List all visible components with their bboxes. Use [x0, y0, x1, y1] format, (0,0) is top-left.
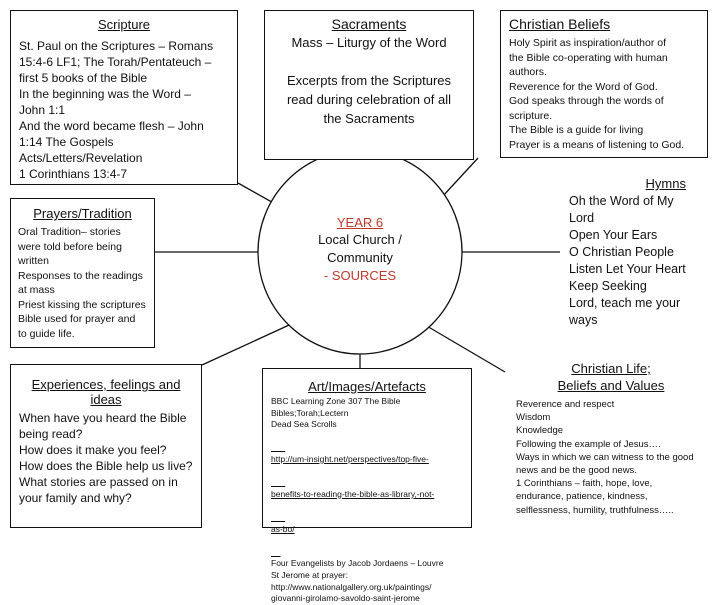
- prayers-line: at mass: [18, 284, 55, 296]
- life-line: endurance, patience, kindness,: [516, 491, 648, 503]
- experiences-line: How does the Bible help us live?: [19, 459, 193, 473]
- beliefs-line: The Bible is a guide for living: [509, 124, 644, 136]
- beliefs-line: Holy Spirit as inspiration/author of: [509, 37, 666, 49]
- prayers-line: Responses to the readings: [18, 269, 143, 282]
- life-title-line: Beliefs and Values: [557, 378, 665, 393]
- experiences-line: being read?: [19, 427, 83, 441]
- prayers-line: were told before being: [18, 240, 122, 253]
- art-line: BBC Learning Zone 307 The Bible: [271, 396, 401, 406]
- scripture-box: [10, 10, 238, 185]
- art-link-line[interactable]: benefits-to-reading-the-bible-as-library,-not-: [271, 488, 435, 499]
- experiences-line: How does it make you feel?: [19, 443, 167, 457]
- life-line: 1 Corinthians – faith, hope, love,: [516, 478, 653, 490]
- beliefs-line: God speaks through the words of: [509, 95, 664, 107]
- prayers-title: Prayers/Tradition: [33, 206, 132, 221]
- scripture-line: 1 Corinthians 13:4-7: [19, 167, 128, 181]
- art-link-line[interactable]: http://um-insight.net/perspectives/top-five-: [271, 453, 429, 464]
- scripture-line: In the beginning was the Word –: [19, 87, 191, 101]
- life-line: Wisdom: [516, 412, 551, 424]
- art-link-line[interactable]: http://www.nationalgallery.org.uk/paintings/: [271, 581, 432, 592]
- prayers-line: Priest kissing the scriptures: [18, 298, 146, 311]
- hymns-panel: [560, 176, 712, 332]
- hymn-item: Oh the Word of My: [569, 194, 674, 208]
- experiences-line: When have you heard the Bible: [19, 411, 187, 425]
- life-title-line: Christian Life;: [571, 361, 651, 376]
- scripture-line: And the word became flesh – John: [19, 119, 204, 133]
- experiences-title-line: ideas: [90, 392, 122, 407]
- life-line: Ways in which we can witness to the good: [516, 451, 694, 463]
- hymn-item: Lord, teach me your: [569, 296, 681, 310]
- scripture-line: 15:4-6 LF1; The Torah/Pentateuch –: [19, 55, 212, 69]
- sacraments-line: Excerpts from the Scriptures: [287, 73, 451, 88]
- prayers-line: Bible used for prayer and: [18, 313, 136, 325]
- prayers-line: Oral Tradition– stories: [18, 226, 121, 238]
- life-line: selflessness, humility, truthfulness…..: [516, 504, 674, 516]
- hymn-item: Open Your Ears: [569, 228, 658, 242]
- prayers-box: [10, 198, 155, 348]
- beliefs-title: Christian Beliefs: [509, 16, 611, 32]
- experiences-title-line: Experiences, feelings and: [31, 377, 181, 392]
- art-line: Four Evangelists by Jacob Jordaens – Louvre: [271, 558, 444, 569]
- connector-experiences: [202, 320, 300, 365]
- life-line: news and be the good news.: [516, 465, 637, 477]
- experiences-box: [10, 364, 202, 528]
- life-line: Knowledge: [516, 425, 564, 437]
- scripture-line: first 5 books of the Bible: [19, 71, 148, 85]
- center-sources: - SOURCES: [323, 268, 397, 283]
- center-topic: [276, 214, 444, 285]
- sacraments-box: [264, 10, 474, 160]
- art-link-line[interactable]: as-bo/: [271, 523, 295, 534]
- hymn-item: Keep Seeking: [569, 279, 647, 293]
- beliefs-box: [500, 10, 708, 158]
- life-title: [508, 360, 714, 394]
- beliefs-line: Prayer is a means of listening to God.: [509, 138, 685, 151]
- scripture-line: St. Paul on the Scriptures – Romans: [19, 39, 214, 53]
- hymn-item: ways: [569, 313, 598, 327]
- experiences-line: your family and why?: [19, 491, 132, 505]
- scripture-title: Scripture: [97, 17, 151, 32]
- hymns-title: Hymns: [645, 176, 686, 191]
- scripture-line: Acts/Letters/Revelation: [19, 151, 143, 165]
- sacraments-line: the Sacraments: [323, 111, 415, 126]
- life-panel: [508, 360, 714, 530]
- art-line: Dead Sea Scrolls: [271, 419, 337, 430]
- connector-life: [420, 322, 505, 372]
- life-line: Following the example of Jesus….: [516, 438, 661, 450]
- center-line: Local Church /: [318, 232, 402, 247]
- experiences-title: [19, 377, 193, 407]
- art-line: St Jerome at prayer:: [271, 569, 349, 580]
- beliefs-line: Reverence for the Word of God.: [509, 80, 658, 93]
- art-link-um-insight[interactable]: [271, 431, 463, 559]
- hymn-item: Listen Let Your Heart: [569, 262, 686, 276]
- scripture-line: 1:14 The Gospels: [19, 135, 114, 149]
- hymn-item: O Christian People: [569, 245, 674, 259]
- life-line: Reverence and respect: [516, 399, 615, 410]
- center-line: Community: [327, 250, 393, 265]
- art-box: [262, 368, 472, 604]
- art-title: Art/Images/Artefacts: [308, 379, 426, 394]
- center-year: YEAR 6: [336, 215, 384, 230]
- hymn-item: Lord: [569, 211, 595, 225]
- beliefs-line: authors.: [509, 66, 547, 78]
- prayers-line: to guide life.: [18, 327, 75, 340]
- sacraments-title: Sacraments: [331, 16, 407, 32]
- sacraments-line: read during celebration of all: [286, 92, 452, 107]
- scripture-line: John 1:1: [19, 103, 66, 117]
- beliefs-line: the Bible co-operating with human: [509, 51, 668, 64]
- sacraments-mass: Mass – Liturgy of the Word: [291, 35, 447, 50]
- prayers-line: written: [18, 255, 49, 267]
- beliefs-line: scripture.: [509, 109, 553, 122]
- experiences-line: What stories are passed on in: [19, 475, 178, 489]
- art-line: Bibles;Torah;Lectern: [271, 407, 349, 418]
- art-link-line[interactable]: giovanni-girolamo-savoldo-saint-jerome: [271, 593, 420, 604]
